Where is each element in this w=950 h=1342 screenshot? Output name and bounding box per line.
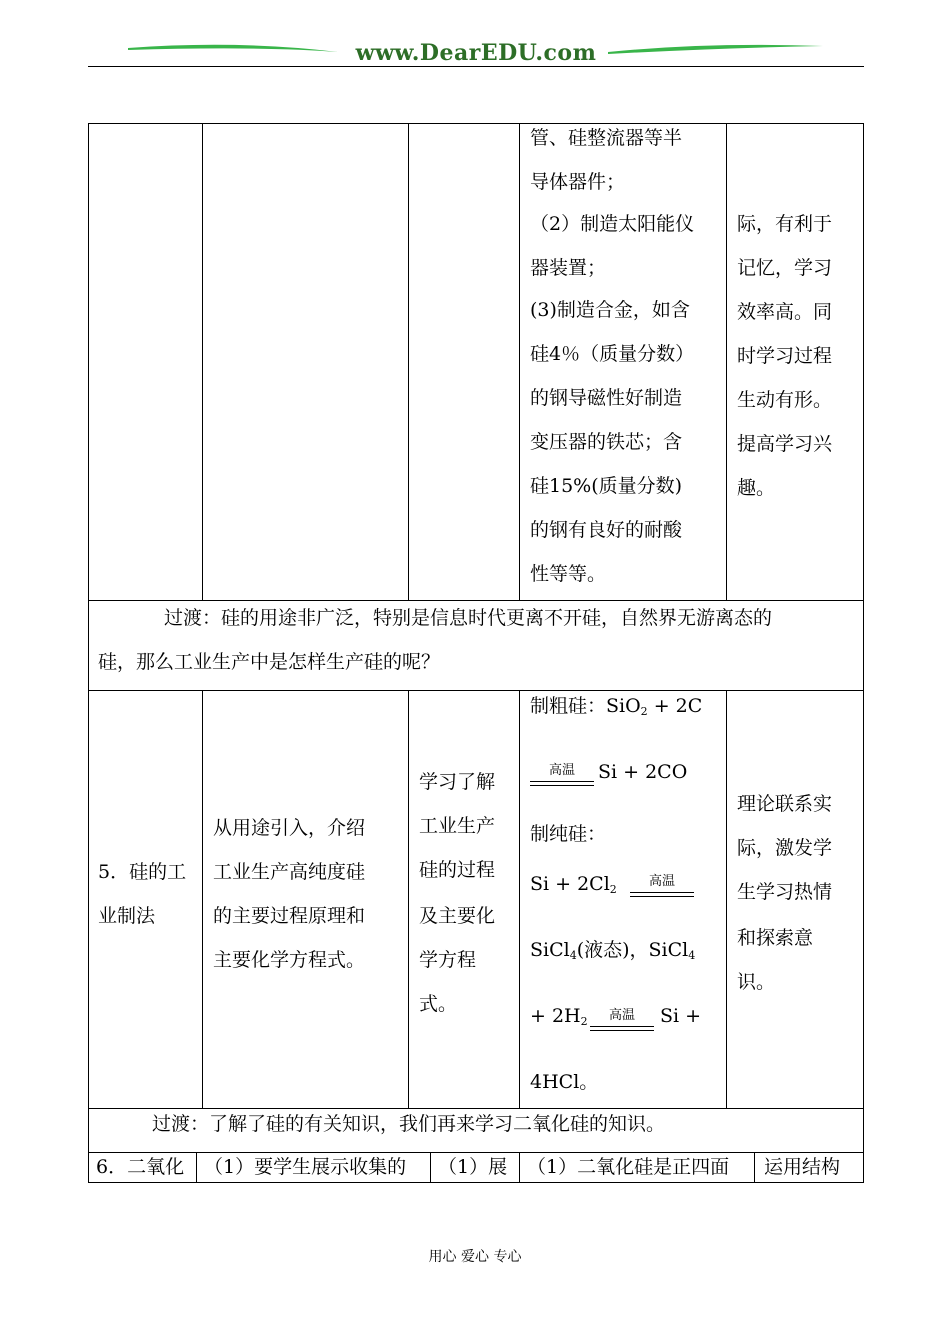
cell-text-line: （2）制造太阳能仪 xyxy=(530,213,695,235)
table-col-divider xyxy=(202,690,203,1108)
site-logo-text: www.DearEDU.com xyxy=(355,40,597,66)
cell-text-line: 硅的过程 xyxy=(419,859,496,881)
equation-text: Si + 2CO xyxy=(598,761,688,783)
table-border-left xyxy=(88,123,89,1183)
table-border-right xyxy=(863,123,864,1183)
table-col-divider xyxy=(519,123,520,600)
cell-text-line: 识。 xyxy=(737,971,776,993)
cell-text-line: 时学习过程 xyxy=(737,345,833,367)
row3-student-activity-cell: （1）展 xyxy=(438,1156,508,1178)
equation-text: + 2H xyxy=(530,1005,581,1027)
cell-text-line: 式。 xyxy=(419,993,458,1015)
equation-text: SiCl xyxy=(530,939,570,961)
condition-label: 高温 xyxy=(548,763,575,778)
cell-text-line: (3)制造合金，如含 xyxy=(530,299,690,321)
table-col-divider xyxy=(430,1152,431,1182)
transition-line: 过渡：了解了硅的有关知识，我们再来学习二氧化硅的知识。 xyxy=(152,1113,666,1135)
cell-text-line: 工业生产高纯度硅 xyxy=(213,861,366,883)
table-col-divider xyxy=(754,1152,755,1182)
equals-line xyxy=(530,785,594,786)
table-col-divider xyxy=(726,123,727,600)
table-col-divider xyxy=(202,123,203,600)
equals-line xyxy=(630,892,694,893)
cell-text-line: 学方程 xyxy=(419,949,477,971)
cell-text-line: 生学习热情 xyxy=(737,881,833,903)
transition-line: 过渡：硅的用途非广泛，特别是信息时代更离不开硅，自然界无游离态的 xyxy=(164,607,773,629)
table-col-divider xyxy=(408,690,409,1108)
equation-text: 制粗硅：SiO xyxy=(530,695,641,717)
row3-topic-cell: 6．二氧化 xyxy=(96,1156,185,1178)
table-border-top xyxy=(88,123,864,124)
reaction-condition-arrow xyxy=(590,1008,654,1034)
subscript: 2 xyxy=(640,705,648,718)
cell-text-line: 变压器的铁芯；含 xyxy=(530,431,683,453)
subscript: 4 xyxy=(569,949,577,962)
equation-line xyxy=(530,994,588,1044)
reaction-condition-arrow xyxy=(530,763,594,789)
cell-text-line: 器装置； xyxy=(530,257,607,279)
cell-text-line: 学习了解 xyxy=(419,771,496,793)
subscript: 4 xyxy=(688,949,696,962)
cell-text-line: 际，激发学 xyxy=(737,837,833,859)
cell-text-line: 记忆，学习 xyxy=(737,257,833,279)
cell-text-line: 工业生产 xyxy=(419,815,496,837)
cell-text-line: 从用途引入，介绍 xyxy=(213,817,366,839)
cell-text-line: 的钢有良好的耐酸 xyxy=(530,519,683,541)
table-row-divider xyxy=(88,690,864,691)
equation-line xyxy=(530,684,702,734)
row3-content-cell: （1）二氧化硅是正四面 xyxy=(527,1156,730,1178)
equals-line xyxy=(530,781,594,782)
condition-label: 高温 xyxy=(648,874,675,889)
cell-text-line: 提高学习兴 xyxy=(737,433,833,455)
cell-text-line: 效率高。同 xyxy=(737,301,833,323)
condition-label: 高温 xyxy=(608,1008,635,1023)
table-col-divider xyxy=(519,1152,520,1182)
cell-text-line: 导体器件； xyxy=(530,171,626,193)
cell-text-line: 际，有利于 xyxy=(737,213,833,235)
cell-text-line: 硅15%(质量分数) xyxy=(530,475,683,497)
table-col-divider xyxy=(408,123,409,600)
equals-line xyxy=(590,1026,654,1027)
equation-text: 4HCl。 xyxy=(530,1071,599,1093)
site-header xyxy=(88,36,864,70)
equation-text: (液态)，SiCl xyxy=(576,939,689,961)
row3-purpose-cell: 运用结构 xyxy=(764,1156,841,1178)
equation-text: 制纯硅： xyxy=(530,823,607,845)
subscript: 2 xyxy=(580,1015,588,1028)
cell-text-line: 管、硅整流器等半 xyxy=(530,127,683,149)
cell-text-line: 的主要过程原理和 xyxy=(213,905,366,927)
transition-line: 硅，那么工业生产中是怎样生产硅的呢？ xyxy=(98,651,441,673)
equation-text: + 2C xyxy=(647,695,703,717)
table-col-divider xyxy=(519,690,520,1108)
table-col-divider xyxy=(196,1152,197,1182)
equation-line xyxy=(530,928,695,978)
equals-line xyxy=(630,896,694,897)
equation-text: Si + 2Cl xyxy=(530,873,610,895)
cell-text-line: 硅4％（质量分数） xyxy=(530,343,695,365)
reaction-condition-arrow xyxy=(630,874,694,900)
page-footer: 用心 爱心 专心 xyxy=(428,1249,522,1265)
header-rule xyxy=(88,66,864,67)
cell-text-line: 趣。 xyxy=(737,477,776,499)
equation-line xyxy=(530,862,617,912)
cell-text-line: 理论联系实 xyxy=(737,793,833,815)
equation-text: Si + xyxy=(660,1005,702,1027)
equals-line xyxy=(590,1030,654,1031)
cell-text-line: 性等等。 xyxy=(530,563,607,585)
subscript: 2 xyxy=(609,883,617,896)
cell-text-line: 主要化学方程式。 xyxy=(213,949,366,971)
row3-teacher-activity-cell: （1）要学生展示收集的 xyxy=(204,1156,407,1178)
cell-text-line: 业制法 xyxy=(98,905,156,927)
cell-text-line: 5．硅的工 xyxy=(98,861,187,883)
cell-text-line: 和探索意 xyxy=(737,927,814,949)
cell-text-line: 及主要化 xyxy=(419,905,496,927)
cell-text-line: 的钢导磁性好制造 xyxy=(530,387,683,409)
cell-text-line: 生动有形。 xyxy=(737,389,833,411)
table-col-divider xyxy=(726,690,727,1108)
